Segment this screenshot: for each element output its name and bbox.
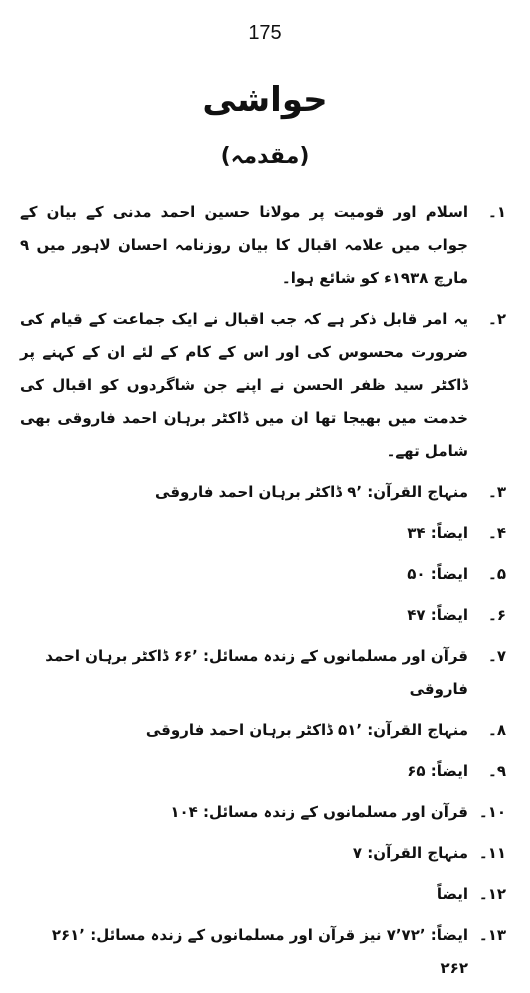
note-item: [20, 796, 506, 829]
note-item: [20, 599, 506, 632]
note-number: ۱۳۔: [478, 926, 506, 944]
note-number: ۷۔: [488, 647, 506, 665]
note-number: ۹۔: [488, 762, 506, 780]
note-number: ۱۰۔: [478, 803, 506, 821]
notes-list: [20, 196, 506, 993]
note-number: ۶۔: [488, 606, 506, 624]
note-text: یہ امر قابل ذکر ہے کہ جب اقبال نے ایک جماعت کے قیام کی ضرورت محسوس کی اور اس کے کام کے لئے ان کے کہنے پر ڈاکٹر سید ظفر الحسن نے اپنے جن شاگردوں کو اقبال کی خدمت میں بھیجا تھا ان میں ڈاکٹر برہان احمد فاروقی بھی شامل تھے۔: [20, 310, 468, 460]
note-text: منہاج القرآن: ۹٬ ڈاکٹر برہان احمد فاروقی: [155, 483, 468, 501]
page-heading: حواشی: [202, 80, 328, 120]
note-text: ایضاً: ۴۷: [407, 606, 468, 624]
note-number: ۱۲۔: [478, 885, 506, 903]
note-item: [20, 517, 506, 550]
note-text: ایضاً: [436, 885, 468, 903]
note-text: منہاج القرآن: ۵۱٬ ڈاکٹر برہان احمد فاروقی: [145, 721, 468, 739]
page-number: 175: [248, 22, 282, 44]
note-item: [20, 476, 506, 509]
note-text: ایضاً: ۶۵: [407, 762, 468, 780]
note-text: ایضاً: ۷٬۷۲٬ نیز قرآن اور مسلمانوں کے زندہ مسائل: ۲۶۱٬ ۲۶۲: [51, 926, 468, 977]
note-text: اسلام اور قومیت پر مولانا حسین احمد مدنی کے بیان کے جواب میں علامہ اقبال کا بیان روزنامہ احسان لاہور میں ۹ مارچ ۱۹۳۸ء کو شائع ہوا۔: [20, 203, 468, 287]
note-item: [20, 196, 506, 295]
note-number: ۸۔: [488, 721, 506, 739]
note-item: [20, 558, 506, 591]
page-subheading: (مقدمہ): [220, 144, 310, 169]
note-item: [20, 919, 506, 985]
note-text: ایضاً: ۵۰: [407, 565, 468, 583]
note-text: قرآن اور مسلمانوں کے زندہ مسائل: ۶۶٬ ڈاکٹر برہان احمد فاروقی: [45, 647, 468, 698]
note-item: [20, 640, 506, 706]
note-item: [20, 714, 506, 747]
note-number: ۵۔: [488, 565, 506, 583]
note-item: [20, 837, 506, 870]
note-number: ۲۔: [488, 310, 506, 328]
note-number: ۱۱۔: [478, 844, 506, 862]
note-number: ۳۔: [488, 483, 506, 501]
note-item: [20, 755, 506, 788]
note-text: منہاج القرآن: ۷: [352, 844, 468, 862]
note-text: قرآن اور مسلمانوں کے زندہ مسائل: ۱۰۴: [170, 803, 468, 821]
note-item: [20, 303, 506, 468]
note-number: ۱۔: [488, 203, 506, 221]
note-item: [20, 878, 506, 911]
note-number: ۴۔: [488, 524, 506, 542]
note-text: ایضاً: ۳۴: [407, 524, 468, 542]
